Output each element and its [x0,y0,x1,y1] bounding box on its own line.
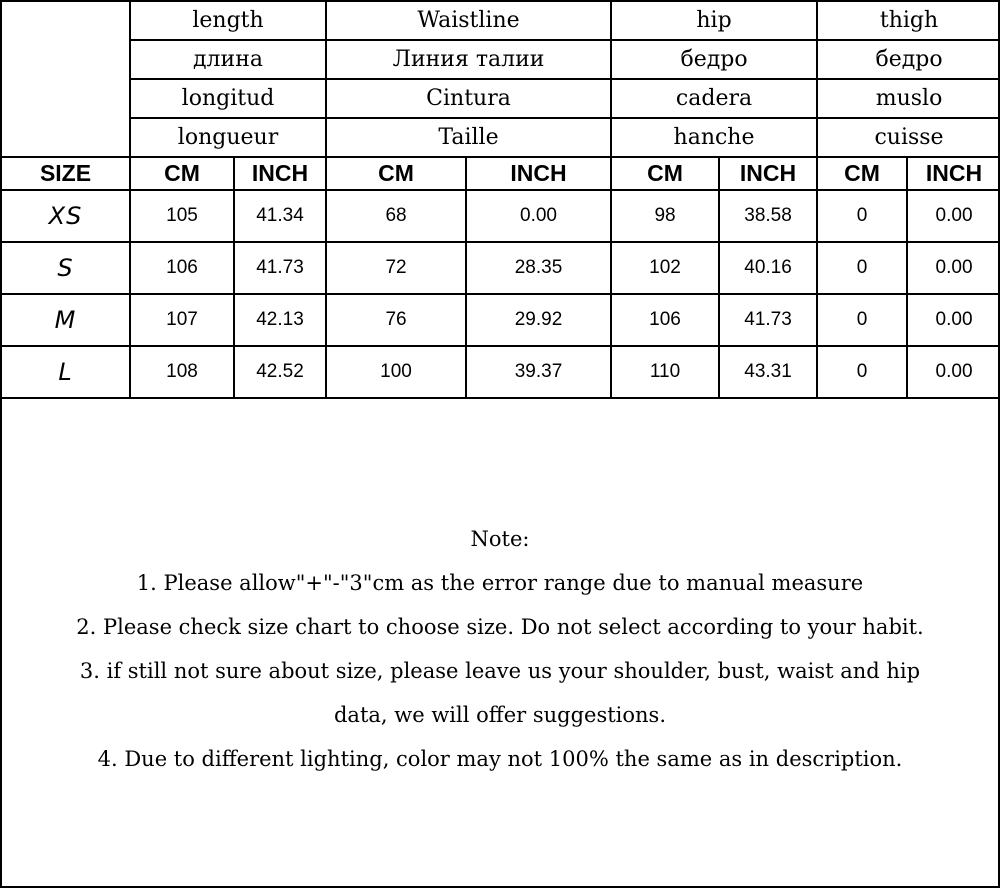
hip-inch-value: 43.31 [719,346,817,398]
length-cm-value: 106 [130,242,234,294]
thigh-cm-value: 0 [817,242,907,294]
note-line: 3. if still not sure about size, please leave us your shoulder, bust, waist and hip [79,659,921,683]
length-cm-value: 105 [130,190,234,242]
header-thigh: muslo [817,79,1000,118]
length-inch-value: 42.52 [234,346,326,398]
header-hip: бедро [611,40,817,79]
length-inch-value: 42.13 [234,294,326,346]
length-inch-value: 41.73 [234,242,326,294]
notes-section [2,522,998,786]
header-row-english [2,2,1000,40]
thigh-inch-value: 0.00 [907,346,1000,398]
units-row [2,157,1000,190]
waist-inch-value: 29.92 [466,294,611,346]
size-label: S [2,242,130,294]
length-cm-value: 108 [130,346,234,398]
size-chart-table [2,2,1000,399]
unit-cm-header: CM [130,157,234,190]
length-inch-value: 41.34 [234,190,326,242]
hip-inch-value: 38.58 [719,190,817,242]
unit-inch-header: INCH [234,157,326,190]
waist-cm-value: 76 [326,294,466,346]
thigh-cm-value: 0 [817,294,907,346]
note-line: 1. Please allow"+"-"3"cm as the error range due to manual measure [136,571,864,595]
header-hip: cadera [611,79,817,118]
table-row [2,190,1000,242]
header-thigh: cuisse [817,118,1000,157]
header-row-french [2,118,1000,157]
thigh-inch-value: 0.00 [907,294,1000,346]
size-label: M [2,294,130,346]
hip-cm-value: 102 [611,242,719,294]
header-thigh: бедро [817,40,1000,79]
header-length: длина [130,40,326,79]
header-blank-cell [2,2,130,157]
header-length: longitud [130,79,326,118]
header-waistline: Cintura [326,79,611,118]
header-hip: hip [611,2,817,40]
waist-cm-value: 68 [326,190,466,242]
note-line: 4. Due to different lighting, color may not 100% the same as in description. [97,747,903,771]
hip-inch-value: 41.73 [719,294,817,346]
waist-inch-value: 28.35 [466,242,611,294]
thigh-cm-value: 0 [817,190,907,242]
note-title: Note: [470,527,530,551]
unit-inch-header: INCH [907,157,1000,190]
size-column-header: SIZE [2,157,130,190]
unit-cm-header: CM [817,157,907,190]
waist-cm-value: 100 [326,346,466,398]
header-length: longueur [130,118,326,157]
header-length: length [130,2,326,40]
thigh-inch-value: 0.00 [907,190,1000,242]
header-row-russian [2,40,1000,79]
header-row-spanish [2,79,1000,118]
thigh-cm-value: 0 [817,346,907,398]
thigh-inch-value: 0.00 [907,242,1000,294]
hip-inch-value: 40.16 [719,242,817,294]
unit-inch-header: INCH [719,157,817,190]
hip-cm-value: 110 [611,346,719,398]
waist-inch-value: 39.37 [466,346,611,398]
unit-cm-header: CM [611,157,719,190]
size-label: XS [2,190,130,242]
header-waistline: Линия талии [326,40,611,79]
hip-cm-value: 98 [611,190,719,242]
waist-inch-value: 0.00 [466,190,611,242]
header-waistline: Taille [326,118,611,157]
note-line: 2. Please check size chart to choose size. Do not select according to your habit. [76,615,924,639]
note-line: data, we will offer suggestions. [333,703,667,727]
table-row [2,346,1000,398]
header-waistline: Waistline [326,2,611,40]
table-row [2,242,1000,294]
header-hip: hanche [611,118,817,157]
waist-cm-value: 72 [326,242,466,294]
unit-cm-header: CM [326,157,466,190]
length-cm-value: 107 [130,294,234,346]
hip-cm-value: 106 [611,294,719,346]
size-label: L [2,346,130,398]
unit-inch-header: INCH [466,157,611,190]
table-row [2,294,1000,346]
header-thigh: thigh [817,2,1000,40]
